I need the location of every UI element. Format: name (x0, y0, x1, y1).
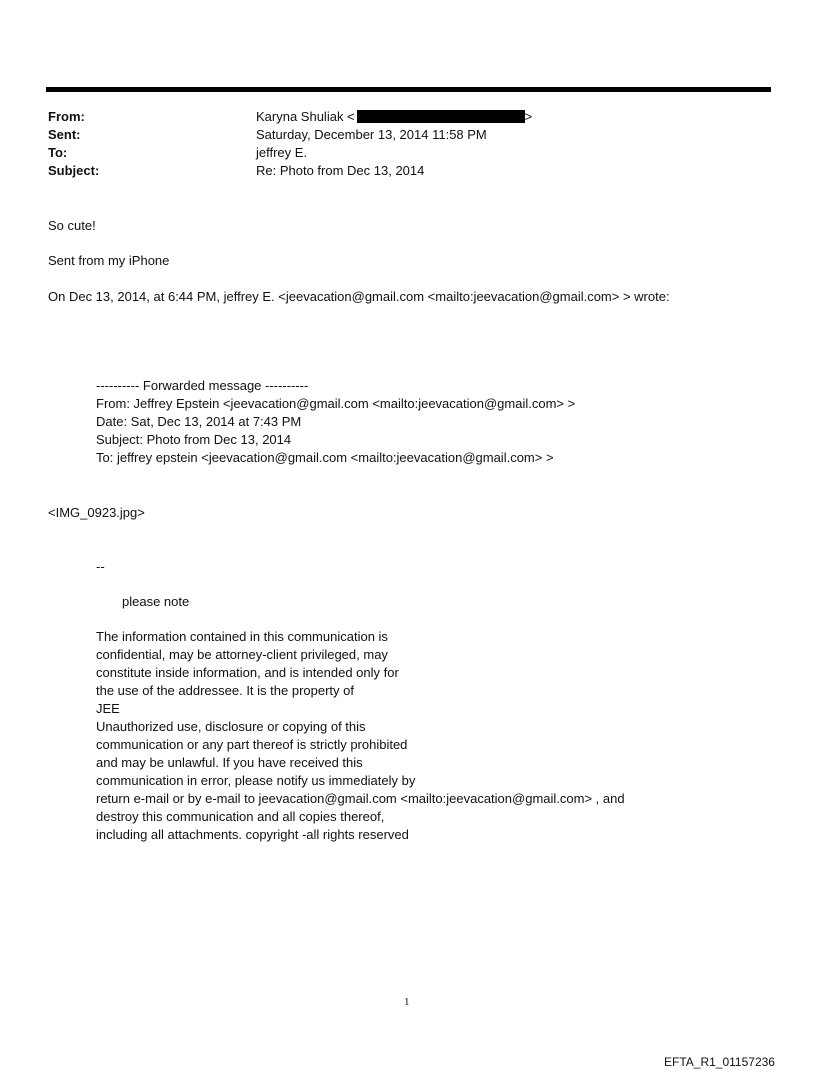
body-line-reply: So cute! (48, 218, 96, 233)
to-label: To: (48, 145, 68, 160)
sent-label: Sent: (48, 127, 81, 142)
disclaimer-line: confidential, may be attorney-client privileged, may (96, 647, 388, 662)
disclaimer-line: constitute inside information, and is intended only for (96, 665, 399, 680)
disclaimer-line: the use of the addressee. It is the property of (96, 683, 354, 698)
signature-note: please note (122, 594, 190, 609)
header-divider (46, 87, 771, 92)
to-value: jeffrey E. (256, 145, 308, 160)
from-value (256, 109, 532, 124)
attachment-placeholder: <IMG_0923.jpg> (48, 505, 145, 520)
disclaimer-line: Unauthorized use, disclosure or copying of this (96, 719, 366, 734)
disclaimer-line: return e-mail or by e-mail to jeevacation@gmail.com <mailto:jeevacation@gmail.com> , and (96, 791, 625, 806)
disclaimer-line: destroy this communication and all copies thereof, (96, 809, 385, 824)
signature-dashes: -- (96, 559, 105, 574)
from-close: > (524, 109, 533, 124)
subject-label: Subject: (48, 163, 100, 178)
page-number: 1 (404, 996, 410, 1008)
disclaimer-line: including all attachments. copyright -all rights reserved (96, 827, 409, 842)
forward-date: Date: Sat, Dec 13, 2014 at 7:43 PM (96, 414, 302, 429)
bates-number: EFTA_R1_01157236 (664, 1055, 775, 1069)
forward-subject: Subject: Photo from Dec 13, 2014 (96, 432, 292, 447)
from-label: From: (48, 109, 85, 124)
quote-intro: On Dec 13, 2014, at 6:44 PM, jeffrey E. <jeevacation@gmail.com <mailto:jeevacation@gmail.com> > wrote: (48, 289, 670, 304)
redacted-email (357, 110, 525, 123)
disclaimer-line: and may be unlawful. If you have received this (96, 755, 363, 770)
sent-value: Saturday, December 13, 2014 11:58 PM (256, 127, 487, 142)
disclaimer-line: communication in error, please notify us immediately by (96, 773, 416, 788)
forward-from: From: Jeffrey Epstein <jeevacation@gmail.com <mailto:jeevacation@gmail.com> > (96, 396, 576, 411)
forward-separator: ---------- Forwarded message ---------- (96, 378, 309, 393)
disclaimer-line: communication or any part thereof is strictly prohibited (96, 737, 408, 752)
subject-value: Re: Photo from Dec 13, 2014 (256, 163, 425, 178)
from-name: Karyna Shuliak < (256, 109, 355, 124)
disclaimer-line: The information contained in this communication is (96, 629, 388, 644)
disclaimer-line: JEE (96, 701, 120, 716)
body-line-sent-from: Sent from my iPhone (48, 253, 170, 268)
forward-to: To: jeffrey epstein <jeevacation@gmail.com <mailto:jeevacation@gmail.com> > (96, 450, 554, 465)
